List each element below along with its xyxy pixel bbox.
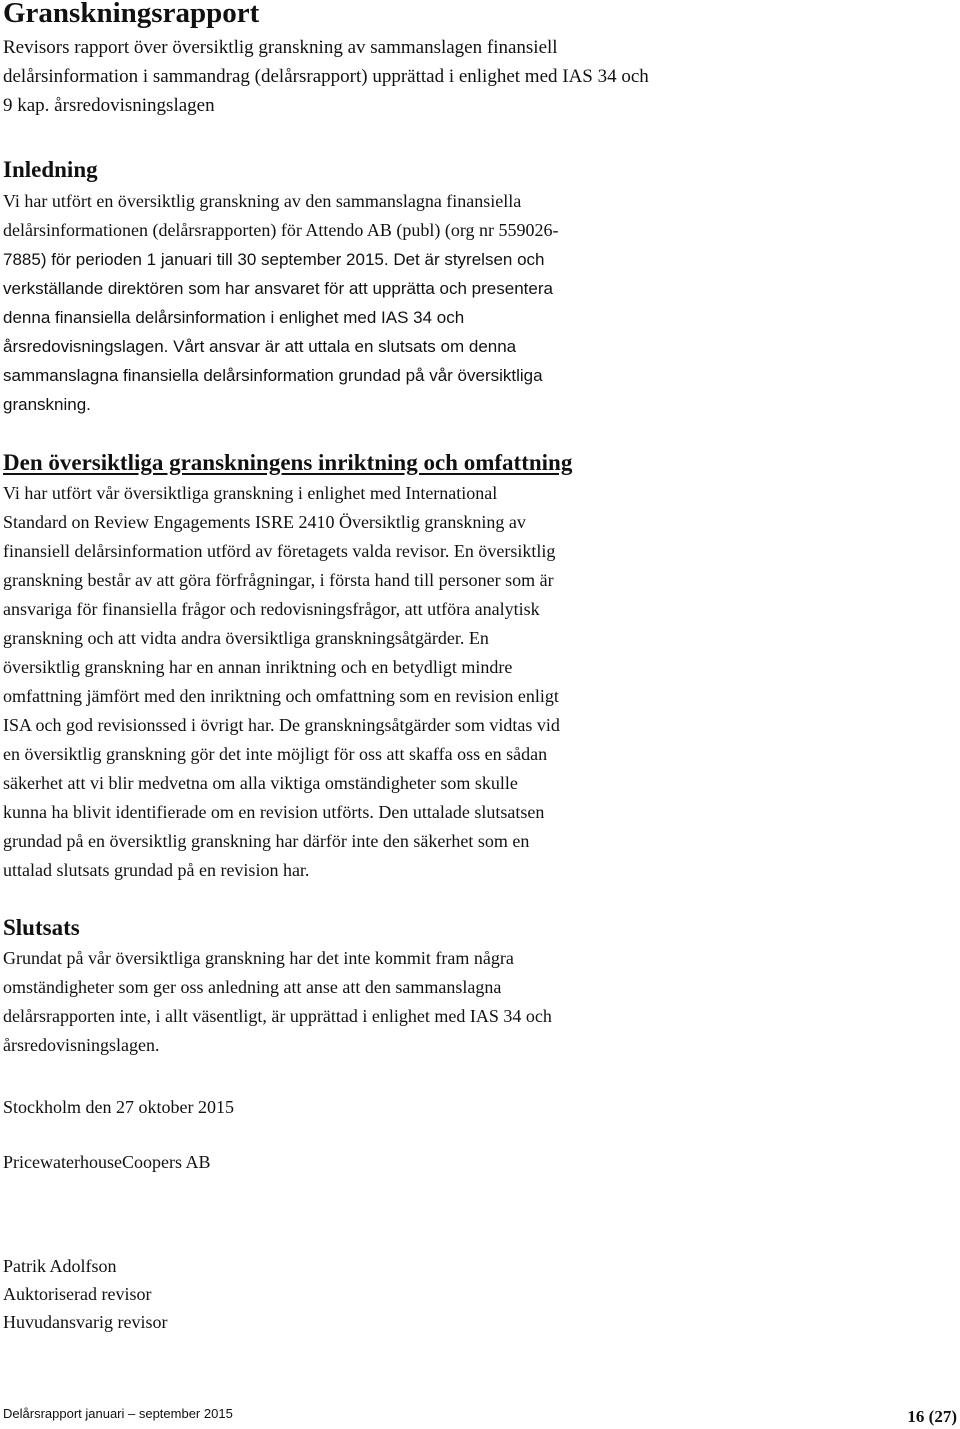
text-line — [3, 537, 560, 566]
text-line: uttalad slutsats grundad på en revision har. — [3, 860, 310, 880]
text-run: En — [464, 628, 489, 648]
section-body-inledning — [3, 187, 559, 419]
text-line — [3, 245, 559, 274]
section-heading-slutsats: Slutsats — [3, 915, 80, 940]
text-run: kunna ha blivit identifierade om en revision utförts. — [3, 802, 374, 822]
place-date: Stockholm den 27 oktober 2015 — [3, 1097, 234, 1117]
signatory-role: Huvudansvarig revisor — [3, 1312, 168, 1332]
text-line: Grundat på vår översiktliga granskning har det inte kommit fram några — [3, 948, 514, 968]
section-heading-inriktning: Den översiktliga granskningens inriktning och omfattning — [3, 450, 573, 475]
text-run: finansiell delårsinformation utförd av företagets valda revisor. — [3, 541, 450, 561]
text-line: översiktlig granskning har en annan inriktning och en betydligt mindre — [3, 657, 513, 677]
footer-document-title: Delårsrapport januari – september 2015 — [3, 1406, 233, 1421]
signatory-title: Auktoriserad revisor — [3, 1284, 152, 1304]
signatory-name: Patrik Adolfson — [3, 1256, 117, 1276]
text-line: en översiktlig granskning gör det inte möjligt för oss att skaffa oss en sådan — [3, 744, 548, 764]
report-subtitle: Revisors rapport över översiktlig granskning av sammanslagen finansiell delårsinformation i sammandrag (delårsrapport) upprättad i enlighet med IAS 34 och 9 kap. årsredovisningslagen — [3, 37, 649, 116]
section-body-slutsats — [3, 944, 552, 1060]
section-heading-inledning: Inledning — [3, 157, 98, 182]
text-line: omfattning jämfört med den inriktning och omfattning som en revision enligt — [3, 686, 559, 706]
text-run: ISA och god revisionssed i övrigt har. — [3, 715, 275, 735]
text-line: grundad på en översiktlig granskning har därför inte den säkerhet som en — [3, 831, 530, 851]
text-line: granskning. — [3, 395, 91, 414]
footer-page-number: 16 (27) — [907, 1407, 957, 1426]
text-run: Vårt ansvar är att uttala en slutsats om denna — [168, 337, 517, 356]
text-line: säkerhet att vi blir medvetna om alla viktiga omständigheter som skulle — [3, 773, 518, 793]
text-run: En översiktlig — [449, 541, 556, 561]
text-line: omständigheter som ger oss anledning att anse att den sammanslagna — [3, 977, 502, 997]
text-line: ansvariga för finansiella frågor och redovisningsfrågor, att utföra analytisk — [3, 599, 540, 619]
text-line: delårsinformationen (delårsrapporten) för Attendo AB (publ) (org nr 559026- — [3, 220, 559, 240]
text-run: Den uttalade slutsatsen — [373, 802, 545, 822]
text-run: 7885) för perioden 1 januari till 30 september 2015. — [3, 250, 389, 269]
text-line: verkställande direktören som har ansvaret för att upprätta och presentera — [3, 279, 553, 298]
text-line: Vi har utfört en översiktlig granskning av den sammanslagna finansiella — [3, 191, 522, 211]
text-line: denna finansiella delårsinformation i enlighet med IAS 34 och — [3, 308, 465, 327]
text-run: granskning och att vidta andra översiktliga granskningsåtgärder. — [3, 628, 465, 648]
text-line: delårsrapporten inte, i allt väsentligt, är upprättad i enlighet med IAS 34 och — [3, 1006, 552, 1026]
text-run: årsredovisningslagen. — [3, 337, 169, 356]
text-line — [3, 798, 560, 827]
text-line: Vi har utfört vår översiktliga granskning i enlighet med International — [3, 483, 498, 503]
page-title: Granskningsrapport — [3, 0, 260, 29]
text-run: De granskningsåtgärder som vidtas vid — [274, 715, 560, 735]
text-line: granskning består av att göra förfrågningar, i första hand till personer som är — [3, 570, 554, 590]
section-body-inriktning — [3, 479, 560, 885]
text-line — [3, 624, 560, 653]
audit-firm: PricewaterhouseCoopers AB — [3, 1152, 211, 1172]
text-line: sammanslagna finansiella delårsinformation grundad på vår översiktliga — [3, 366, 543, 385]
text-run: Det är styrelsen och — [388, 250, 545, 269]
text-line: Standard on Review Engagements ISRE 2410 Översiktlig granskning av — [3, 512, 526, 532]
text-line — [3, 711, 560, 740]
text-line: årsredovisningslagen. — [3, 1035, 160, 1055]
text-line — [3, 332, 559, 361]
